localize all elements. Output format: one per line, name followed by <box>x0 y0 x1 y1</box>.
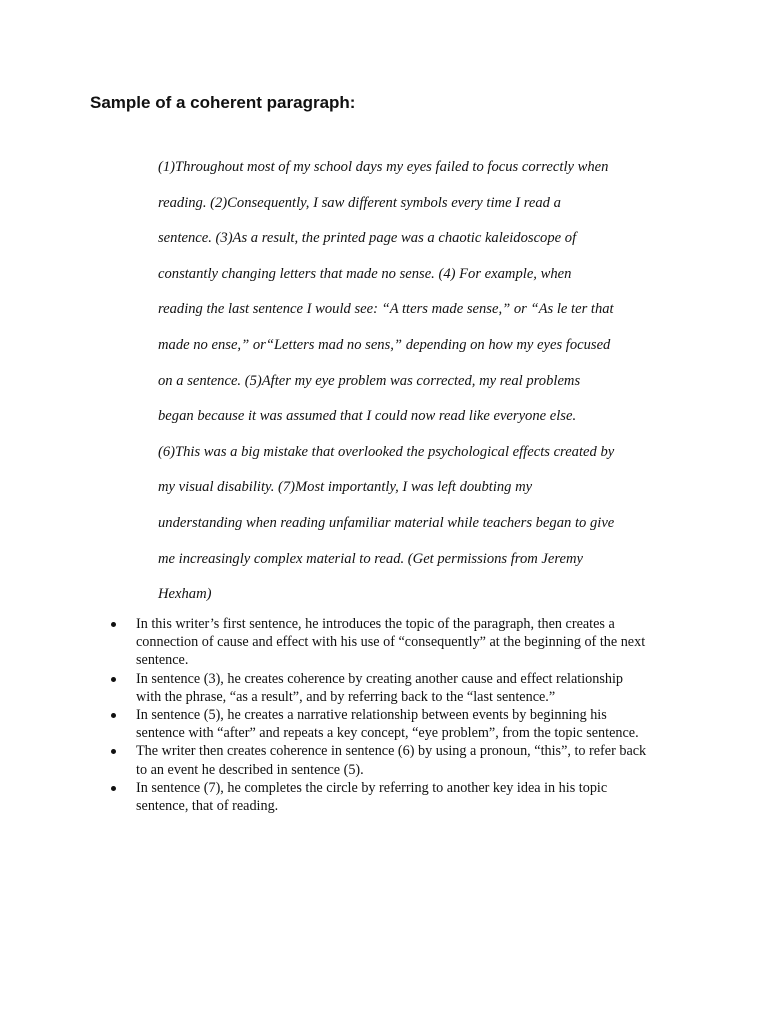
bullet-icon <box>111 622 116 627</box>
list-item-line: to an event he described in sentence (5). <box>136 761 364 778</box>
list-item-line: In sentence (7), he completes the circle by referring to another key idea in his topic <box>136 779 608 796</box>
list-item-line: The writer then creates coherence in sentence (6) by using a pronoun, “this”, to refer back <box>136 743 647 760</box>
list-item-line: sentence, that of reading. <box>136 798 279 815</box>
analysis-list <box>106 615 666 815</box>
bullet-icon <box>111 749 116 754</box>
list-item-line: sentence with “after” and repeats a key concept, “eye problem”, from the topic sentence. <box>136 725 639 742</box>
list-item-line: with the phrase, “as a result”, and by referring back to the “last sentence.” <box>136 688 556 705</box>
list-item <box>106 615 666 670</box>
paragraph-line: reading the last sentence I would see: “A tters made sense,” or “As le ter that <box>158 301 614 318</box>
paragraph-line: on a sentence. (5)After my eye problem was corrected, my real problems <box>158 372 581 389</box>
list-item-line: sentence. <box>136 652 189 669</box>
list-item-line: In sentence (5), he creates a narrative relationship between events by beginning his <box>136 707 607 724</box>
paragraph-line: constantly changing letters that made no sense. (4) For example, when <box>158 265 572 282</box>
list-item-line: connection of cause and effect with his use of “consequently” at the beginning of the next <box>136 634 646 651</box>
paragraph-line: began because it was assumed that I could now read like everyone else. <box>158 408 577 425</box>
paragraph-line: made no ense,” or“Letters mad no sens,” depending on how my eyes focused <box>158 336 611 353</box>
list-item-line: In this writer’s first sentence, he introduces the topic of the paragraph, then creates a <box>136 616 615 632</box>
bullet-icon <box>111 677 116 682</box>
list-item-line: In sentence (3), he creates coherence by creating another cause and effect relationship <box>136 670 623 687</box>
page-heading: Sample of a coherent paragraph: <box>90 93 356 112</box>
list-item <box>106 706 666 742</box>
sample-paragraph <box>158 150 658 613</box>
list-item <box>106 779 666 815</box>
paragraph-line: my visual disability. (7)Most importantly, I was left doubting my <box>158 479 533 496</box>
bullet-icon <box>111 786 116 791</box>
paragraph-line: understanding when reading unfamiliar material while teachers began to give <box>158 514 615 531</box>
list-item <box>106 670 666 706</box>
paragraph-line: sentence. (3)As a result, the printed page was a chaotic kaleidoscope of <box>158 230 577 247</box>
list-item <box>106 742 666 778</box>
paragraph-line: reading. (2)Consequently, I saw different symbols every time I read a <box>158 194 561 211</box>
paragraph-line: me increasingly complex material to read. (Get permissions from Jeremy <box>158 550 584 567</box>
paragraph-line: (1)Throughout most of my school days my eyes failed to focus correctly when <box>158 159 609 175</box>
bullet-icon <box>111 713 116 718</box>
paragraph-line: (6)This was a big mistake that overlooked the psychological effects created by <box>158 443 615 460</box>
paragraph-line: Hexham) <box>158 586 212 603</box>
